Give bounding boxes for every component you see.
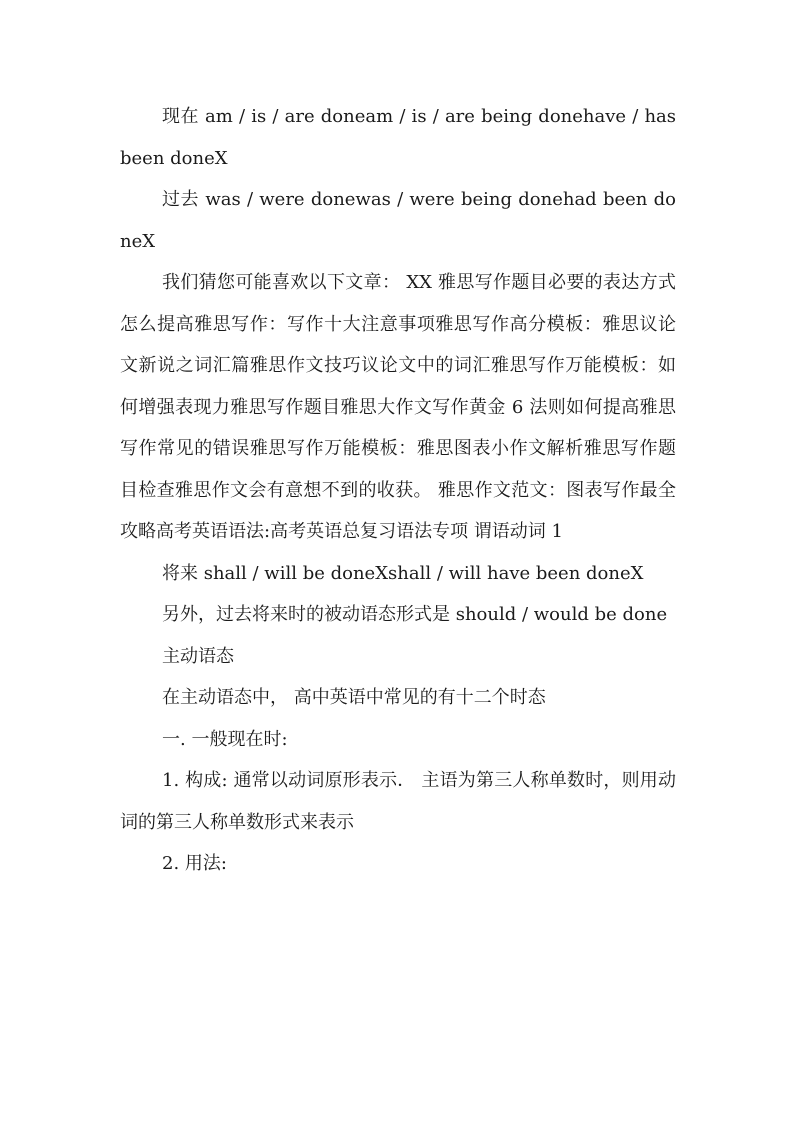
paragraph-active-voice-intro: 在主动语态中， 高中英语中常见的有十二个时态	[162, 687, 546, 708]
heading-simple-present: 一. 一般现在时:	[162, 728, 288, 750]
paragraph-structure: 1. 构成: 通常以动词原形表示． 主语为第三人称单数时，则用动词的第三人称单数形式来表示	[120, 770, 676, 833]
paragraph-usage: 2. 用法:	[162, 853, 227, 874]
document-page	[120, 96, 676, 885]
paragraph-related-articles: 我们猜您可能喜欢以下文章： XX 雅思写作题目必要的表达方式怎么提高雅思写作：写作十大注意事项雅思写作高分模板：雅思议论文新说之词汇篇雅思作文技巧议论文中的词汇雅思写作万能模板：如何增强表现力雅思写作题目雅思大作文写作黄金 6 法则如何提高雅思写作常见的错误雅思写作万能模板：雅思图表小作文解析雅思写作题目检查雅思作文会有意想不到的收获。 雅思作文范文：图表写作最全攻略高考英语语法:高考英语总复习语法专项 谓语动词 1	[120, 272, 676, 542]
paragraph-passive-present: 现在 am / is / are doneam / is / are being donehave / has been doneX	[120, 106, 676, 169]
paragraph-past-future-note: 另外，过去将来时的被动语态形式是 should / would be done	[162, 604, 668, 625]
paragraph-passive-past: 过去 was / were donewas / were being donehad been doneX	[120, 189, 676, 252]
paragraph-passive-future: 将来 shall / will be doneXshall / will have been doneX	[162, 562, 644, 584]
heading-active-voice: 主动语态	[162, 645, 234, 667]
